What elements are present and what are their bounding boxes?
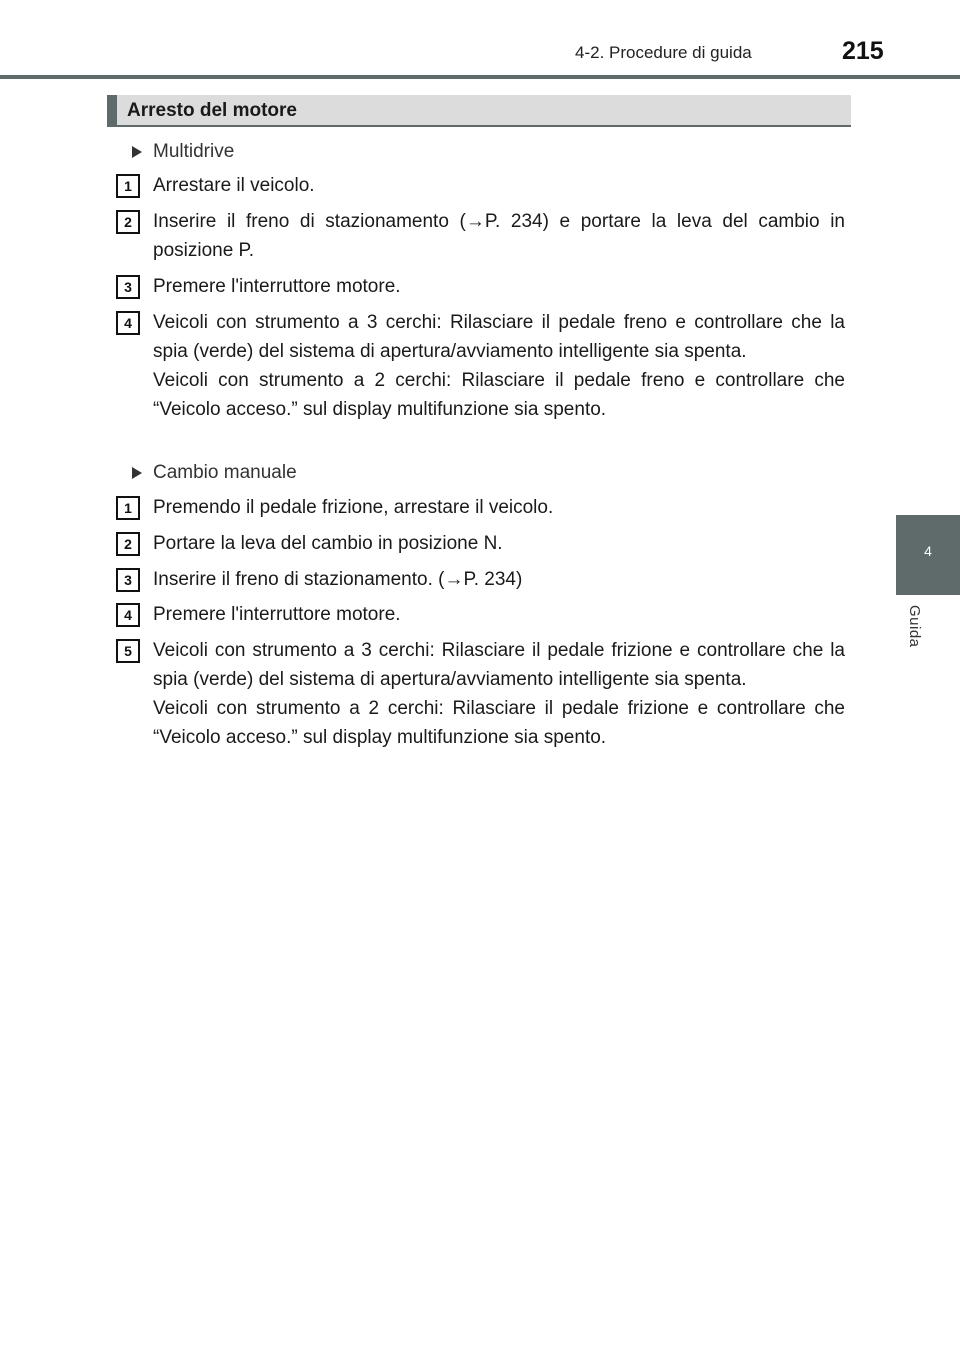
triangle-bullet-icon xyxy=(132,467,142,479)
chapter-tab xyxy=(896,515,960,595)
step-text: Arrestare il veicolo. xyxy=(153,175,315,196)
step-text: Veicoli con strumento a 3 cerchi: Rilasciare il pedale freno e controllare che la spia (verde) del sistema di apertura/avviamento intelligente sia spenta. Veicoli con strumento a 2 cerchi: Rilasciare il pedale freno e controllare che “Veicolo acceso.” sul display multifunzione sia spento. xyxy=(153,312,845,420)
step-number: 4 xyxy=(116,603,140,627)
step-text: Veicoli con strumento a 3 cerchi: Rilasciare il pedale frizione e controllare che la spia (verde) del sistema di apertura/avviamento intelligente sia spenta. Veicoli con strumento a 2 cerchi: Rilasciare il pedale frizione e controllare che “Veicolo acceso.” sul display multifunzione sia spento. xyxy=(153,640,845,748)
step-number: 1 xyxy=(116,496,140,520)
step-text: Premere l'interruttore motore. xyxy=(153,604,401,625)
chapter-number: 4 xyxy=(924,543,932,559)
step-number: 3 xyxy=(116,275,140,299)
step-text: Premere l'interruttore motore. xyxy=(153,276,401,297)
step-text: Inserire il freno di stazionamento (→P. 234) e portare la leva del cambio in posizione P. xyxy=(153,211,845,261)
step-number: 2 xyxy=(116,210,140,234)
step-number: 2 xyxy=(116,532,140,556)
step-number: 1 xyxy=(116,174,140,198)
header-rule xyxy=(0,75,960,79)
step-number: 5 xyxy=(116,639,140,663)
triangle-bullet-icon xyxy=(132,146,142,158)
section-title: Arresto del motore xyxy=(127,100,297,121)
chapter-label: Guida xyxy=(906,605,923,648)
step-text: Inserire il freno di stazionamento. (→P. 234) xyxy=(153,569,523,590)
subsection-title: Cambio manuale xyxy=(153,462,297,483)
page-number: 215 xyxy=(842,37,884,65)
step-text: Premendo il pedale frizione, arrestare il veicolo. xyxy=(153,497,554,518)
step-number: 3 xyxy=(116,568,140,592)
section-header xyxy=(107,95,851,127)
subsection-title: Multidrive xyxy=(153,141,235,162)
header-section-title: 4-2. Procedure di guida xyxy=(575,43,752,62)
step-text: Portare la leva del cambio in posizione N. xyxy=(153,533,503,554)
step-number: 4 xyxy=(116,311,140,335)
